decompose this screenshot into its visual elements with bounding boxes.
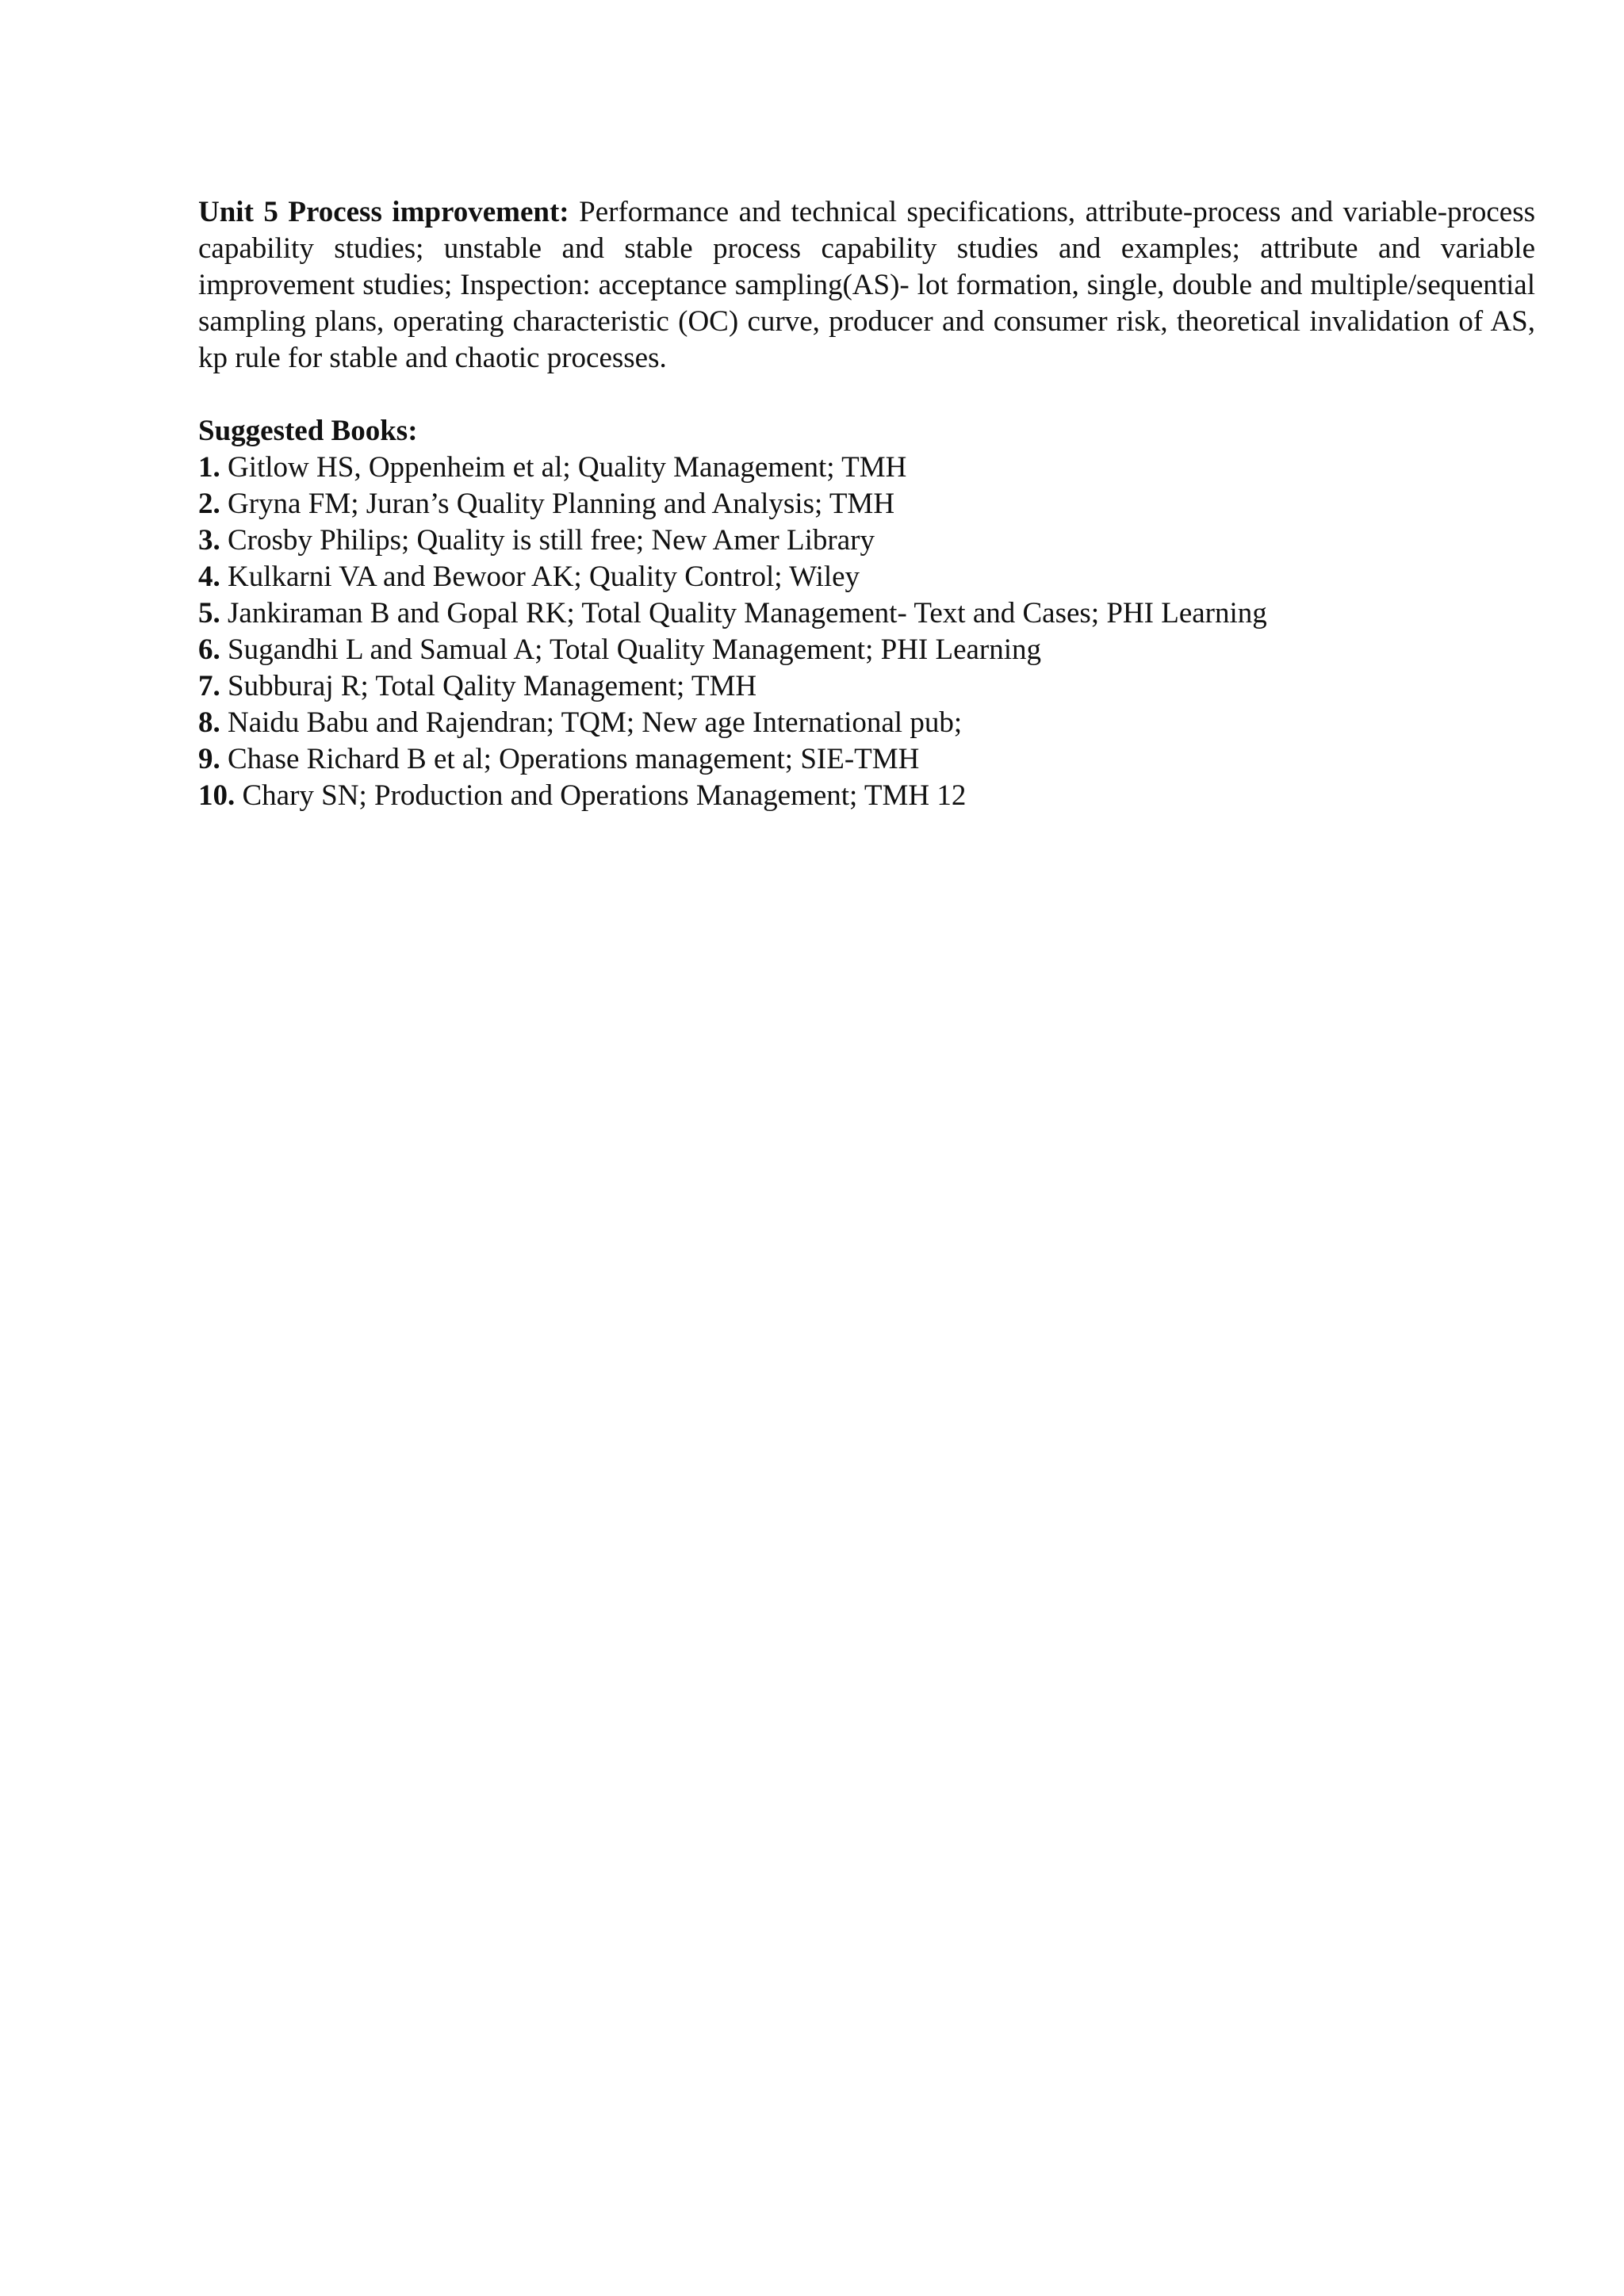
book-citation: Jankiraman B and Gopal RK; Total Quality Management- Text and Cases; PHI Learning xyxy=(228,597,1267,629)
book-citation: Gitlow HS, Oppenheim et al; Quality Management; TMH xyxy=(228,451,907,484)
unit-5-paragraph xyxy=(198,194,1535,377)
book-number: 6. xyxy=(198,633,220,666)
book-item-4 xyxy=(198,559,1535,595)
book-citation: Chary SN; Production and Operations Management; TMH 12 xyxy=(242,779,967,812)
book-number: 10. xyxy=(198,779,236,812)
book-citation: Subburaj R; Total Qality Management; TMH xyxy=(228,670,757,702)
suggested-books-heading: Suggested Books: xyxy=(198,415,418,447)
document-page xyxy=(198,194,1535,814)
book-number: 1. xyxy=(198,451,220,484)
book-item-6 xyxy=(198,632,1535,668)
book-item-3 xyxy=(198,522,1535,559)
book-citation: Sugandhi L and Samual A; Total Quality Management; PHI Learning xyxy=(228,633,1042,666)
book-item-8 xyxy=(198,705,1535,741)
book-item-1 xyxy=(198,450,1535,486)
suggested-books-list xyxy=(198,450,1535,814)
suggested-books-section xyxy=(198,413,1535,814)
book-item-2 xyxy=(198,486,1535,522)
book-citation: Crosby Philips; Quality is still free; New Amer Library xyxy=(228,524,875,557)
book-item-7 xyxy=(198,668,1535,705)
book-number: 9. xyxy=(198,743,220,775)
book-number: 8. xyxy=(198,706,220,739)
book-number: 7. xyxy=(198,670,220,702)
unit-5-body: Performance and technical specifications, attribute-process and variable-process capability studies; unstable and stable process capability studies and examples; attribute and variable improvement studies; Inspection: acceptance sampling(AS)- lot formation, single, double and multiple/sequential sampling plans, operating characteristic (OC) curve, producer and consumer risk, theoretical invalidation of AS, kp rule for stable and chaotic processes. xyxy=(198,196,1536,374)
unit-5-heading: Unit 5 Process improvement: xyxy=(198,196,569,228)
book-citation: Kulkarni VA and Bewoor AK; Quality Control; Wiley xyxy=(228,561,860,593)
book-item-9 xyxy=(198,741,1535,778)
book-item-10 xyxy=(198,778,1535,814)
book-number: 5. xyxy=(198,597,220,629)
book-item-5 xyxy=(198,595,1535,632)
book-citation: Chase Richard B et al; Operations management; SIE-TMH xyxy=(228,743,920,775)
book-citation: Gryna FM; Juran’s Quality Planning and Analysis; TMH xyxy=(228,488,895,520)
book-number: 4. xyxy=(198,561,220,593)
book-number: 3. xyxy=(198,524,220,557)
book-citation: Naidu Babu and Rajendran; TQM; New age International pub; xyxy=(228,706,963,739)
book-number: 2. xyxy=(198,488,220,520)
